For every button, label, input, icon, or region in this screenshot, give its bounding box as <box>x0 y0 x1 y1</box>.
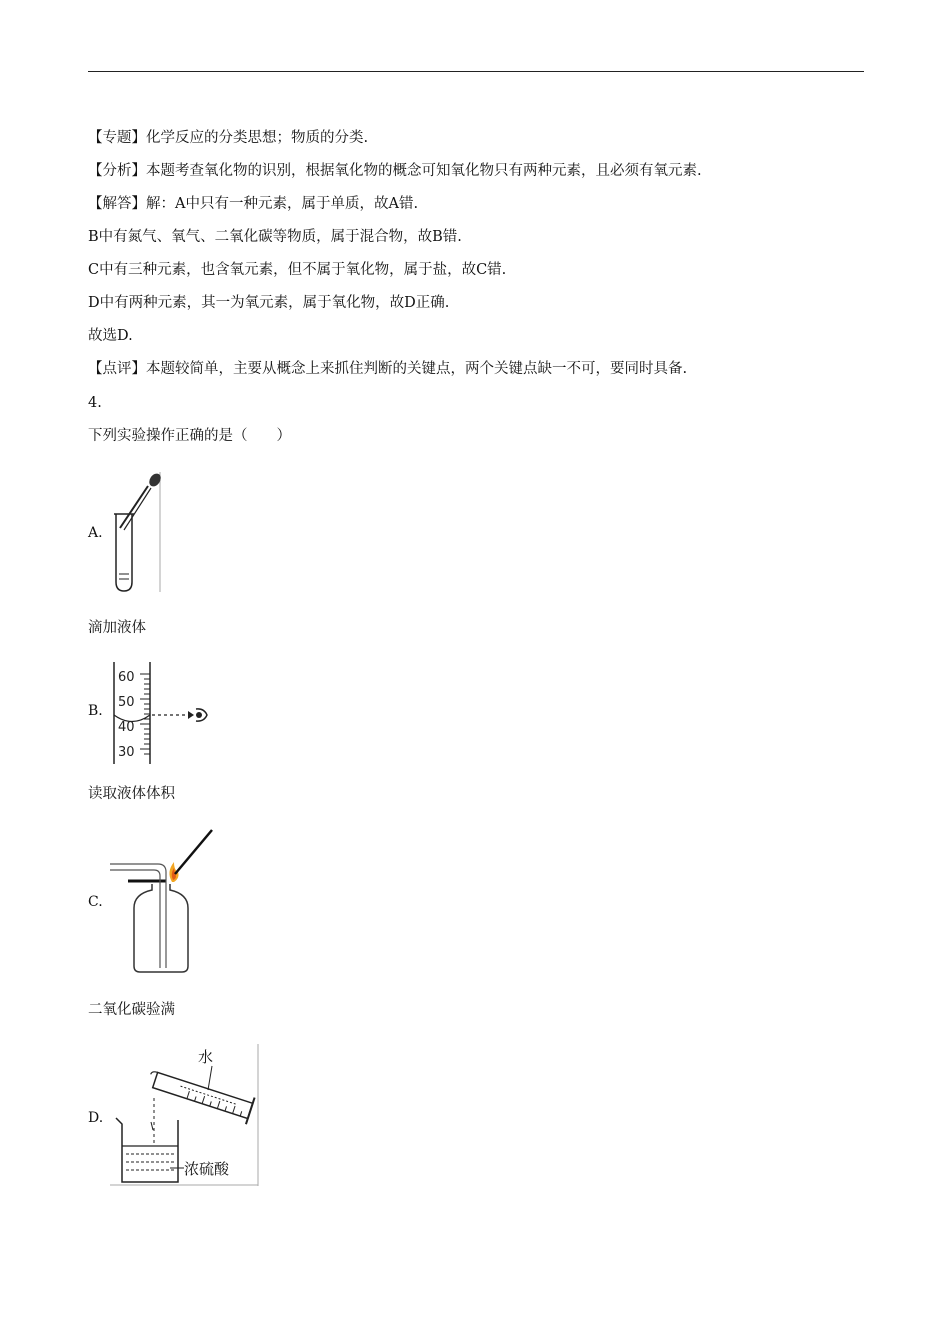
comment-line: 【点评】本题较简单，主要从概念上来抓住判断的关键点，两个关键点缺一不可，要同时具备. <box>88 361 688 377</box>
option-a-label[interactable]: A. <box>88 525 103 541</box>
scale-label-50: 50 <box>118 695 135 710</box>
question-stem: 下列实验操作正确的是（ ） <box>88 428 291 444</box>
graduated-cylinder-reading-figure <box>108 662 210 766</box>
analysis-line: 【分析】本题考查氧化物的识别，根据氧化物的概念可知氧化物只有两种元素，且必须有氧元素. <box>88 163 702 179</box>
scale-label-60: 60 <box>118 670 135 685</box>
co2-full-test-figure <box>108 826 218 976</box>
scale-label-40: 40 <box>118 720 135 735</box>
answer-line-b: B中有氮气、氧气、二氧化碳等物质，属于混合物，故B错. <box>88 229 462 245</box>
header-rule <box>88 71 864 72</box>
scale-label-30: 30 <box>118 745 135 760</box>
dropper-test-tube-figure <box>108 470 166 594</box>
option-b-caption: 读取液体体积 <box>88 786 175 802</box>
dilution-figure <box>108 1042 262 1188</box>
option-d-label[interactable]: D. <box>88 1110 104 1126</box>
answer-line: 【解答】解：A中只有一种元素，属于单质，故A错. <box>88 196 419 212</box>
option-c-caption: 二氧化碳验满 <box>88 1002 175 1018</box>
topic-line: 【专题】化学反应的分类思想；物质的分类. <box>88 130 369 146</box>
question-number: 4. <box>88 395 102 411</box>
acid-label: 浓硫酸 <box>184 1160 230 1178</box>
answer-line-c: C中有三种元素，也含氧元素，但不属于氧化物，属于盐，故C错. <box>88 262 507 278</box>
option-b-label[interactable]: B. <box>88 703 103 719</box>
water-label: 水 <box>198 1048 214 1066</box>
answer-line-d: D中有两种元素，其一为氧元素，属于氧化物，故D正确. <box>88 295 450 311</box>
option-c-label[interactable]: C. <box>88 894 103 910</box>
choice-line: 故选D. <box>88 328 133 344</box>
option-a-caption: 滴加液体 <box>88 620 146 636</box>
